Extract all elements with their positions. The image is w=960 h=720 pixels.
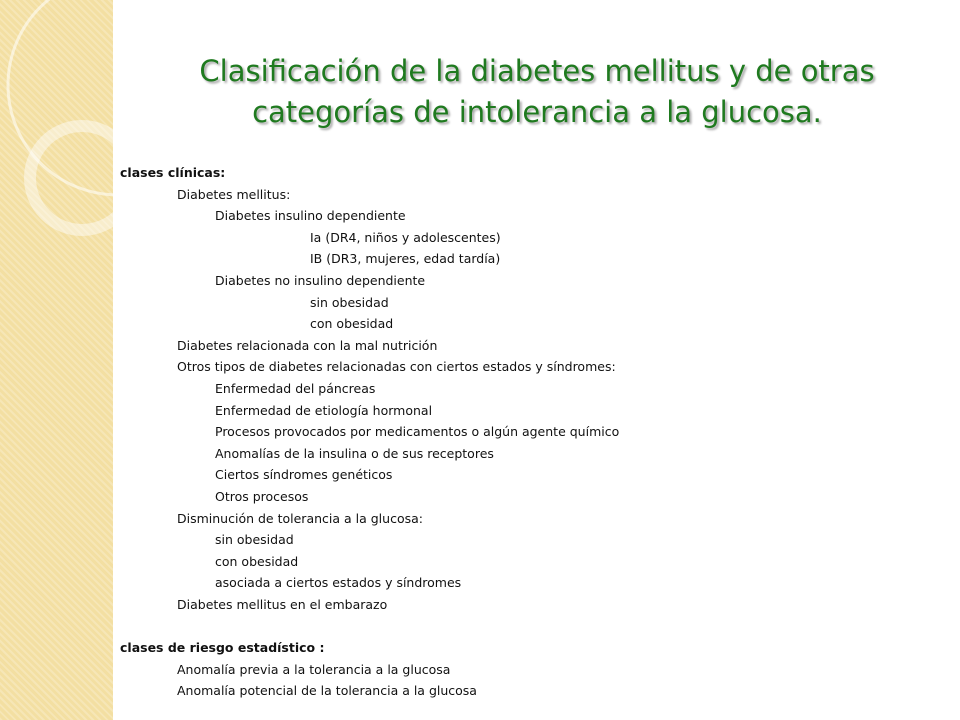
section-heading: clases de riesgo estadístico : <box>120 640 325 656</box>
list-item: Ciertos síndromes genéticos <box>215 467 393 483</box>
list-item: Enfermedad del páncreas <box>215 381 376 396</box>
list-item: Anomalías de la insulina o de sus receptores <box>215 445 494 461</box>
decorative-sidebar <box>0 0 113 720</box>
slide-title-line-2: categorías de intolerancia a la glucosa. <box>252 95 822 129</box>
section-heading: clases clínicas: <box>120 165 226 180</box>
list-item: Diabetes relacionada con la mal nutrición <box>177 337 438 353</box>
list-item: Otros procesos <box>215 489 309 504</box>
list-item: Diabetes mellitus en el embarazo <box>177 597 388 612</box>
list-item: Ia (DR4, niños y adolescentes) <box>310 229 501 245</box>
list-item: Disminución de tolerancia a la glucosa: <box>177 510 423 526</box>
decorative-ring-large <box>8 0 113 195</box>
list-item: sin obesidad <box>310 294 389 310</box>
list-item: sin obesidad <box>215 532 294 548</box>
list-item: Diabetes mellitus: <box>177 186 291 202</box>
list-item: Diabetes no insulino dependiente <box>215 273 426 288</box>
list-item: Procesos provocados por medicamentos o algún agente químico <box>215 424 620 440</box>
list-item: asociada a ciertos estados y síndromes <box>215 575 462 591</box>
slide-title-line-1: Clasificación de la diabetes mellitus y de otras <box>199 54 875 88</box>
slide-title <box>130 51 944 133</box>
list-item: Diabetes insulino dependiente <box>215 208 406 224</box>
list-item: IB (DR3, mujeres, edad tardía) <box>310 251 501 267</box>
decorative-ring-small <box>30 126 113 230</box>
list-item: con obesidad <box>215 553 299 569</box>
list-item: Otros tipos de diabetes relacionadas con ciertos estados y síndromes: <box>177 359 616 375</box>
list-item: Enfermedad de etiología hormonal <box>215 402 433 418</box>
list-item: con obesidad <box>310 316 394 332</box>
list-item: Anomalía potencial de la tolerancia a la glucosa <box>177 683 477 699</box>
decorative-circles <box>0 0 113 720</box>
list-item: Anomalía previa a la tolerancia a la glucosa <box>177 661 451 677</box>
